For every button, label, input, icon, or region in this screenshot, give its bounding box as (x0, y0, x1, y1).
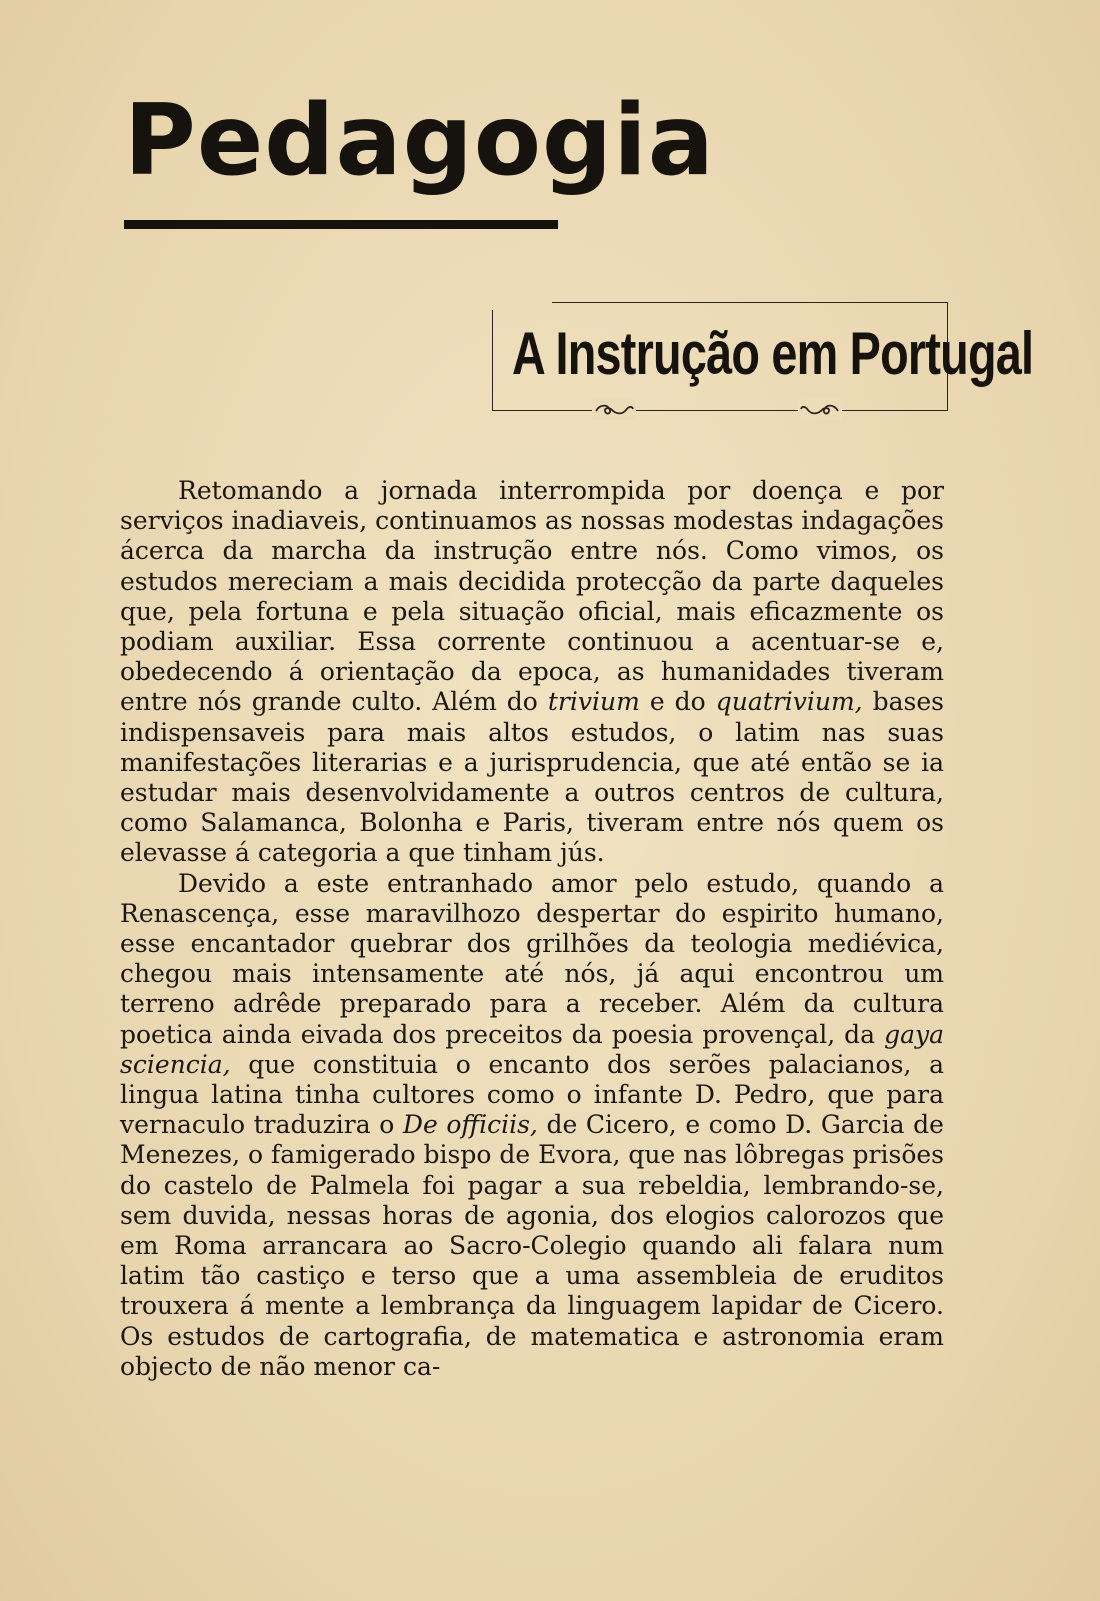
italic-phrase: De officiis, (402, 1110, 538, 1140)
text-run: Retomando a jornada interrompida por doença e por serviços inadiaveis, continuamos as nossas modestas indagações ácerca da marcha da instrução entre nós. Como vimos, os estudos mereciam a mais decidida protecção da parte daqueles que, pela fortuna e pela situação oficial, mais eficazmente os podiam auxiliar. Essa corrente continuou a acentuar-se e, obedecendo á orientação da epoca, as humanidades tiveram entre nós grande culto. Além do (120, 476, 944, 717)
text-run: e do (639, 687, 716, 717)
italic-phrase: gaya sciencia, (120, 1019, 944, 1079)
article-body (120, 476, 944, 1382)
section-header (120, 70, 715, 240)
section-title-underline (124, 220, 558, 229)
paragraph (120, 476, 944, 869)
italic-phrase: trivium (547, 687, 640, 717)
text-run: Devido a este entranhado amor pelo estudo, quando a Renascença, esse maravilhozo despertar do espirito humano, esse encantador quebrar dos grilhões da teologia mediévica, chegou mais intensamente até nós, já aqui encontrou um terreno adrêde preparado para a receber. Além da cultura poetica ainda eivada dos preceitos da poesia provençal, da (120, 868, 944, 1049)
frame-left-rule (492, 310, 493, 410)
flourish-right-icon (798, 398, 842, 420)
text-run: de Cicero, e como D. Garcia de Menezes, o famigerado bispo de Evora, que nas lôbregas prisões do castelo de Palmela foi pagar a sua rebeldia, lembrando-se, sem duvida, nessas horas de agonia, dos elogios calorozos que em Roma arrancara ao Sacro-Colegio quando ali falara num latim tão castiço e terso que a uma assembleia de eruditos trouxera á mente a lembrança da linguagem lapidar de Cicero. Os estudos de cartografia, de matematica e astronomia eram objecto de não menor ca- (120, 1110, 944, 1381)
italic-phrase: quatrivium, (715, 687, 863, 717)
flourish-left-icon (592, 398, 636, 420)
section-title: Pedagogia (124, 84, 715, 198)
article-title: A Instrução em Portugal (512, 320, 1034, 387)
text-run: bases indispensaveis para mais altos estudos, o latim nas suas manifestações literarias e a jurisprudencia, que até então se ia estudar mais desenvolvidamente a outros centros de cultura, como Salamanca, Bolonha e Paris, tiveram entre nós quem os elevasse á categoria a que tinham jús. (120, 687, 944, 868)
text-run: que constituia o encanto dos serões palacianos, a lingua latina tinha cultores como o infante D. Pedro, que para vernaculo traduzira o (120, 1049, 944, 1140)
paragraph (120, 869, 944, 1382)
frame-top-rule (552, 302, 948, 303)
frame-bottom-rule (492, 410, 948, 411)
article-title-frame (492, 302, 1034, 418)
